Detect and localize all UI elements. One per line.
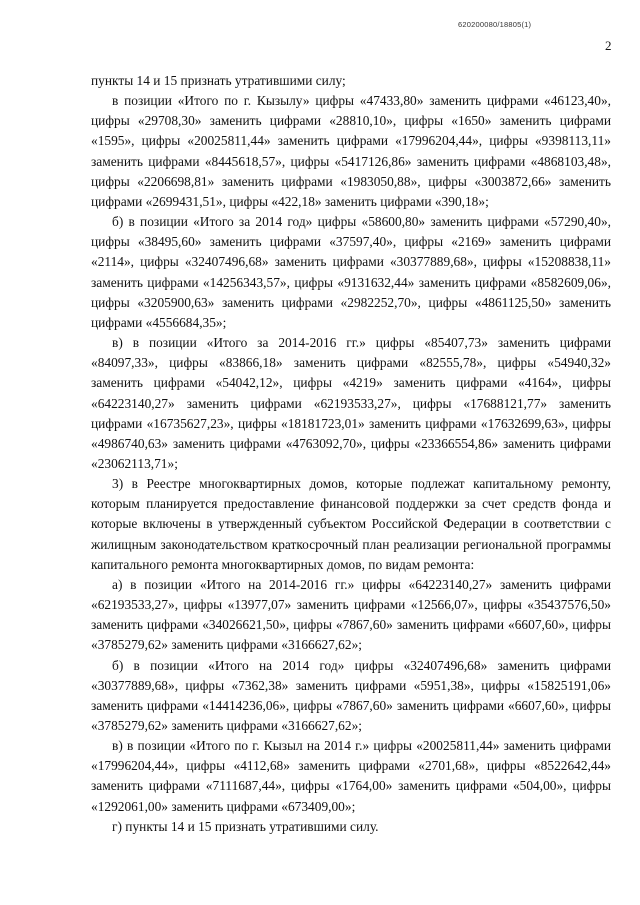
paragraph-4: в) в позиции «Итого за 2014-2016 гг.» цифры «85407,73» заменить цифрами «84097,33», цифры «83866,18» заменить цифрами «82555,78», цифры «54940,32» заменить цифрами «54042,12», цифры «4219» заменить цифрами «4164», цифры «64223140,27» заменить цифрами «62193533,27», цифры «17688121,77» заменить цифрами «16735627,23», цифры «18181723,01» заменить цифрами «17632699,63», цифры «4986740,63» заменить цифрами «4763092,70», цифры «23366554,86» заменить цифрами «23062113,71»;	[91, 335, 611, 471]
paragraph-9: г) пункты 14 и 15 признать утратившими силу.	[112, 818, 379, 834]
paragraph-7: б) в позиции «Итого на 2014 год» цифры «32407496,68» заменить цифрами «30377889,68», цифры «7362,38» заменить цифрами «5951,38», цифры «15825191,06» заменить цифрами «14414236,06», цифры «7867,60» заменить цифрами «6607,60», цифры «3785279,62» заменить цифрами «3166627,62»;	[91, 657, 611, 733]
paragraph-6: а) в позиции «Итого на 2014-2016 гг.» цифры «64223140,27» заменить цифрами «62193533,27», цифры «13977,07» заменить цифрами «12566,07», цифры «35437576,50» заменить цифрами «34026621,50», цифры «7867,60» заменить цифрами «6607,60», цифры «3785279,62» заменить цифрами «3166627,62»;	[91, 576, 611, 653]
paragraph-8: в) в позиции «Итого по г. Кызыл на 2014 г.» цифры «20025811,44» заменить цифрами «17996204,44», цифры «4112,68» заменить цифрами «2701,68», цифры «8522642,44» заменить цифрами «7111687,44», цифры «1764,00» заменить цифрами «504,00», цифры «1292061,00» заменить цифрами «673409,00»;	[91, 738, 611, 814]
document-body	[91, 71, 611, 837]
paragraph-1: пункты 14 и 15 признать утратившими силу;	[91, 73, 346, 88]
page-number: 2	[605, 38, 612, 53]
paragraph-5: 3) в Реестре многоквартирных домов, которые подлежат капитальному ремонту, которым планируется предоставление финансовой поддержки за счет средств фонда и которые включены в утвержденный субъектом Российской Федерации в соответствии с жилищным законодательством краткосрочный план реализации региональной программы капитального ремонта многоквартирных домов, по видам ремонта:	[91, 476, 611, 572]
paragraph-3: б) в позиции «Итого за 2014 год» цифры «58600,80» заменить цифрами «57290,40», цифры «38495,60» заменить цифрами «37597,40», цифры «2169» заменить цифрами «2114», цифры «32407496,68» заменить цифрами «30377889,68», цифры «15208838,11» заменить цифрами «14256343,57», цифры «9131632,44» заменить цифрами «8582609,06», цифры «3205900,63» заменить цифрами «2982252,70», цифры «4861125,50» заменить цифрами «4556684,35»;	[91, 214, 611, 330]
document-code: 620200080/18805(1)	[458, 20, 532, 29]
paragraph-2: в позиции «Итого по г. Кызылу» цифры «47433,80» заменить цифрами «46123,40», цифры «29708,30» заменить цифрами «28810,10», цифры «1650» заменить цифрами «1595», цифры «20025811,44» заменить цифрами «17996204,44», цифры «9398113,11» заменить цифрами «8445618,57», цифры «5417126,86» заменить цифрами «4868103,48», цифры «2206698,81» заменить цифрами «1983050,88», цифры «3003872,66» заменить цифрами «2699431,51», цифры «422,18» заменить цифрами «390,18»;	[91, 93, 611, 209]
